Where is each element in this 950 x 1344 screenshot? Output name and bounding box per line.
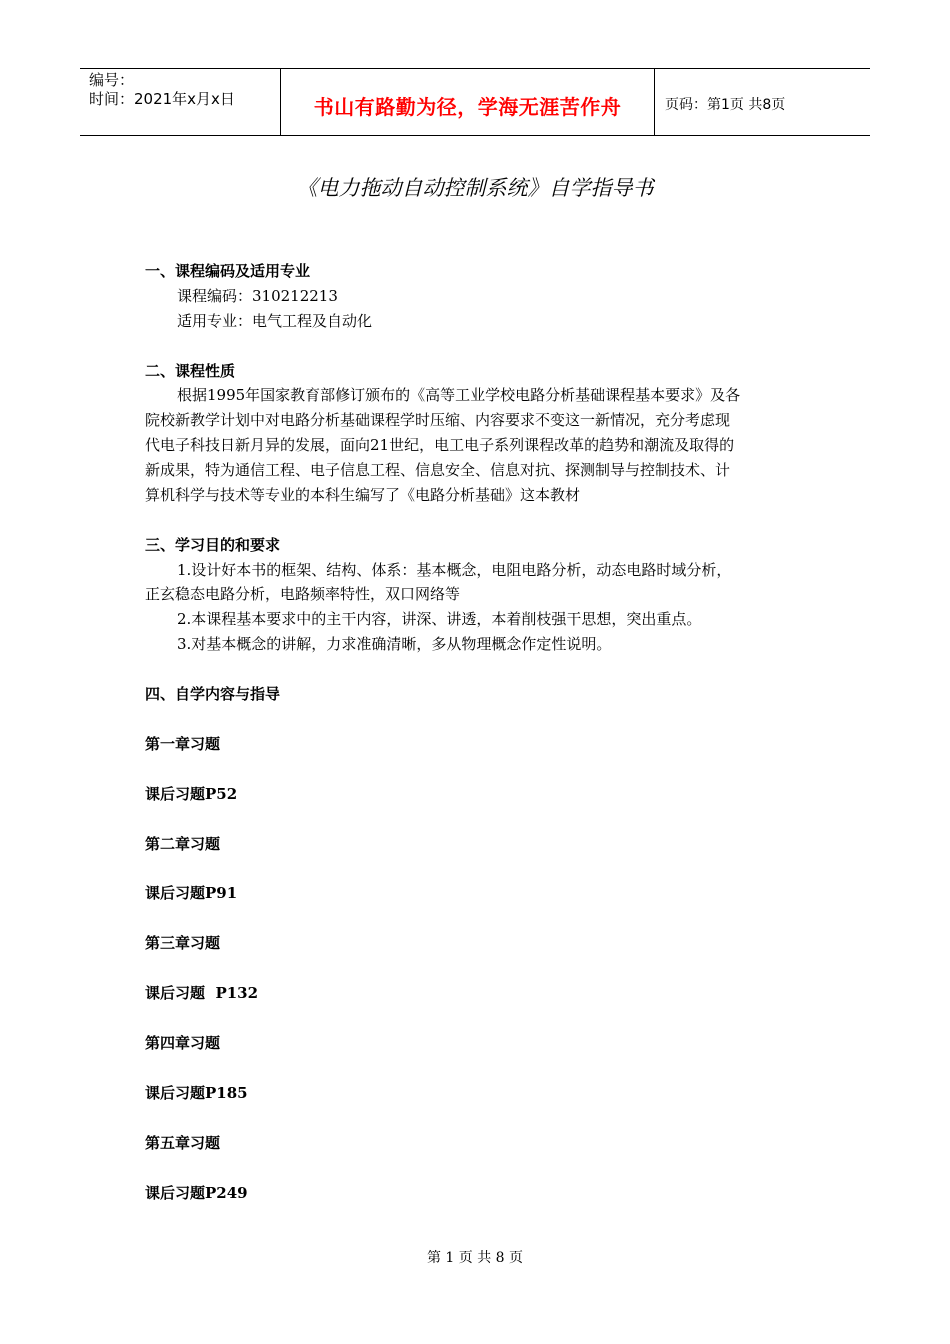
exercise-item: 课后习题P249 <box>145 1184 248 1202</box>
chapter-item: 第一章习题 <box>145 735 221 753</box>
requirement-line: 2.本课程基本要求中的主干内容，讲深、讲透，本着削枝强干思想，突出重点。 <box>177 610 702 628</box>
section4-heading: 四、自学内容与指导 <box>145 685 281 703</box>
header-page-cell <box>655 69 870 135</box>
page-info: 页码：第1页 共8页 <box>665 97 786 113</box>
section1-heading: 一、课程编码及适用专业 <box>145 262 311 280</box>
exercise-item: 课后习题P52 <box>145 785 238 803</box>
chapter-item: 第二章习题 <box>145 835 221 853</box>
exercise-item: 课后习题 P132 <box>145 984 259 1002</box>
section3-heading: 三、学习目的和要求 <box>145 536 281 554</box>
exercise-item: 课后习题P91 <box>145 884 238 902</box>
paragraph-line: 院校新教学计划中对电路分析基础课程学时压缩、内容要求不变这一新情况，充分考虑现 <box>145 411 731 429</box>
requirement-line: 正玄稳态电路分析，电路频率特性，双口网络等 <box>145 585 461 603</box>
header-motto-cell <box>281 69 655 135</box>
paragraph-line: 算机科学与技术等专业的本科生编写了《电路分析基础》这本教材 <box>145 486 581 504</box>
header-left-cell <box>80 69 281 135</box>
document-title: 《电力拖动自动控制系统》自学指导书 <box>296 176 654 200</box>
major-line: 适用专业：电气工程及自动化 <box>177 312 373 330</box>
paragraph-line: 代电子科技日新月异的发展，面向21世纪，电工电子系列课程改革的趋势和潮流及取得的 <box>145 436 735 454</box>
paragraph-line: 新成果，特为通信工程、电子信息工程、信息安全、信息对抗、探测制导与控制技术、计 <box>145 461 731 479</box>
time-label: 时间：2021年x月x日 <box>89 90 235 108</box>
requirement-line: 1.设计好本书的框架、结构、体系：基本概念，电阻电路分析，动态电路时域分析， <box>177 561 732 579</box>
number-label: 编号： <box>89 71 135 89</box>
exercise-item: 课后习题P185 <box>145 1084 248 1102</box>
chapter-item: 第四章习题 <box>145 1034 221 1052</box>
chapter-item: 第三章习题 <box>145 934 221 952</box>
requirement-line: 3.对基本概念的讲解，力求准确清晰，多从物理概念作定性说明。 <box>177 635 612 653</box>
course-code-line: 课程编码：310212213 <box>177 287 338 305</box>
header-table <box>80 68 870 136</box>
page-footer: 第 1 页 共 8 页 <box>426 1250 524 1266</box>
section2-heading: 二、课程性质 <box>145 362 236 380</box>
paragraph-line: 根据1995年国家教育部修订颁布的《高等工业学校电路分析基础课程基本要求》及各 <box>177 386 741 404</box>
motto: 书山有路勤为径，学海无涯苦作舟 <box>313 95 622 119</box>
chapter-item: 第五章习题 <box>145 1134 221 1152</box>
